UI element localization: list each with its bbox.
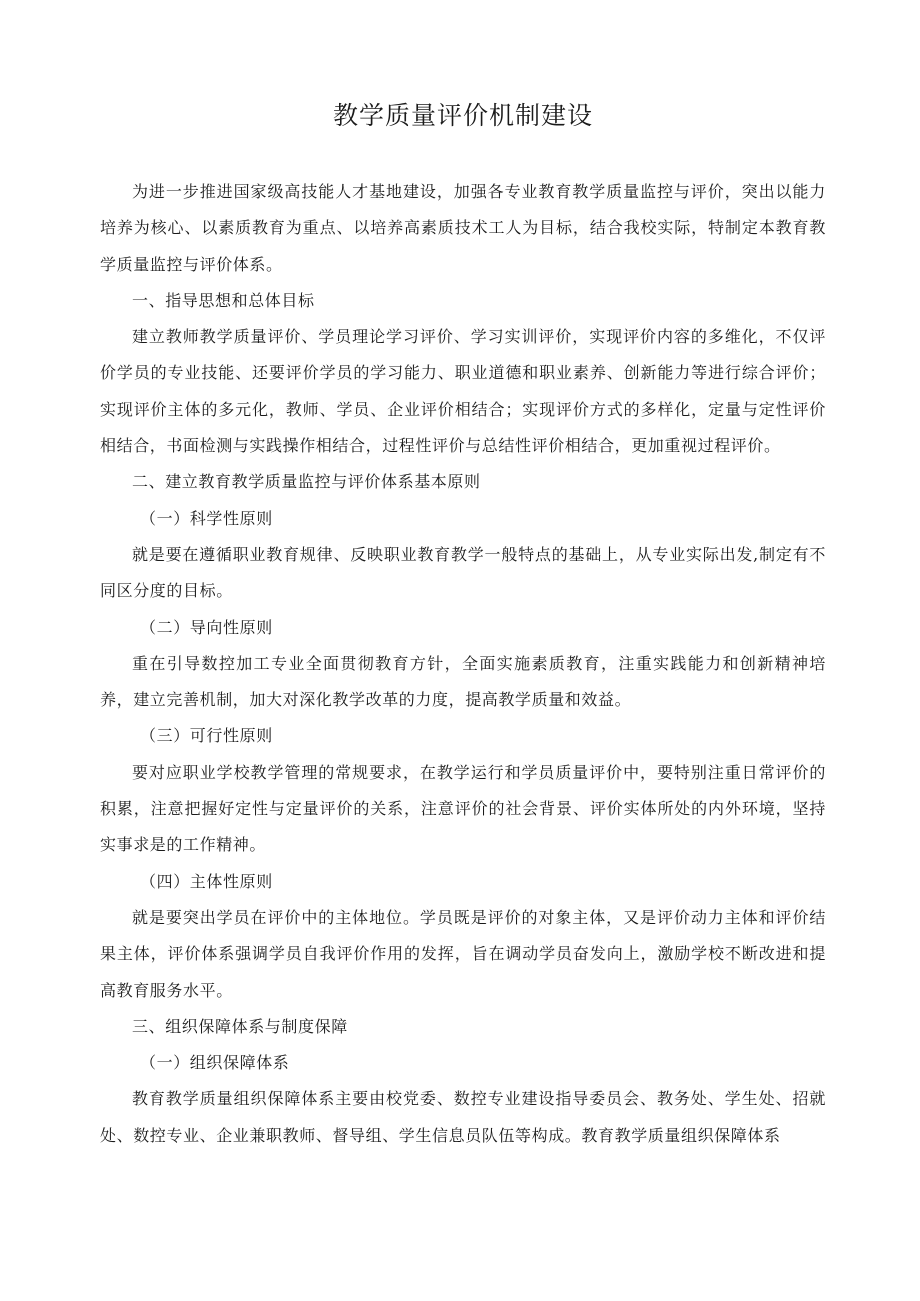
paragraph: 就是要突出学员在评价中的主体地位。学员既是评价的对象主体，又是评价动力主体和评价结果主体，评价体系强调学员自我评价作用的发挥，旨在调动学员奋发向上，激励学校不断改进和提高教育服务水平。: [100, 907, 826, 1000]
paragraph: 教育教学质量组织保障体系主要由校党委、数控专业建设指导委员会、教务处、学生处、招就处、数控专业、企业兼职教师、督导组、学生信息员队伍等构成。教育教学质量组织保障体系: [100, 1089, 826, 1145]
section-heading-2: 二、建立教育教学质量监控与评价体系基本原则: [132, 472, 481, 492]
subsection-heading: （二）导向性原则: [140, 617, 273, 637]
subsection-heading: （三）可行性原则: [140, 726, 273, 746]
paragraph: 就是要在遵循职业教育规律、反映职业教育教学一般特点的基础上，从专业实际出发,制定有不同区分度的目标。: [100, 544, 826, 601]
paragraph: 要对应职业学校教学管理的常规要求，在教学运行和学员质量评价中，要特别注重日常评价的积累，注意把握好定性与定量评价的关系，注意评价的社会背景、评价实体所处的内外环境，坚持实事求是的工作精神。: [100, 762, 826, 855]
section-heading-3: 三、组织保障体系与制度保障: [132, 1016, 348, 1036]
subsection-heading: （一）科学性原则: [140, 508, 273, 528]
subsection-heading: （一）组织保障体系: [140, 1053, 290, 1073]
intro-paragraph: 为进一步推进国家级高技能人才基地建设，加强各专业教育教学质量监控与评价，突出以能力培养为核心、以素质教育为重点、以培养高素质技术工人为目标，结合我校实际，特制定本教育教学质量监控与评价体系。: [100, 182, 826, 274]
document-title: 教学质量评价机制建设: [332, 101, 593, 130]
document-body: [100, 174, 826, 1154]
document-page: [100, 0, 826, 1154]
paragraph: 重在引导数控加工专业全面贯彻教育方针，全面实施素质教育，注重实践能力和创新精神培养，建立完善机制，加大对深化教学改革的力度，提高教学质量和效益。: [100, 653, 826, 710]
paragraph: 建立教师教学质量评价、学员理论学习评价、学习实训评价，实现评价内容的多维化，不仅评价学员的专业技能、还要评价学员的学习能力、职业道德和职业素养、创新能力等进行综合评价；实现评价主体的多元化，教师、学员、企业评价相结合；实现评价方式的多样化，定量与定性评价相结合，书面检测与实践操作相结合，过程性评价与总结性评价相结合，更加重视过程评价。: [100, 327, 826, 456]
section-heading-1: 一、指导思想和总体目标: [132, 290, 315, 310]
subsection-heading: （四）主体性原则: [140, 871, 273, 891]
